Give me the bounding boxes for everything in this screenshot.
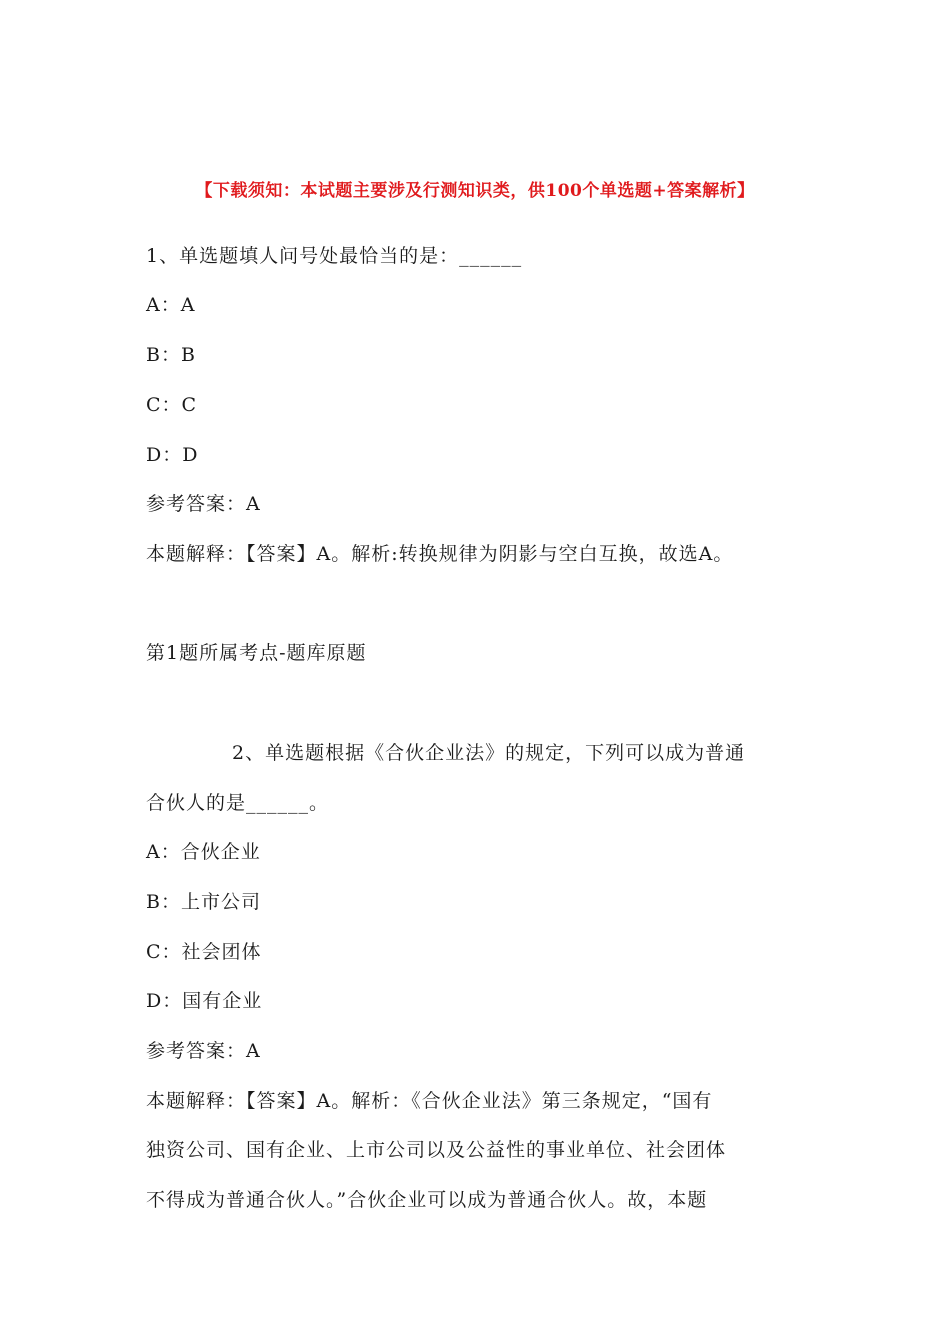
q1-topic-tag: 第1题所属考点-题库原题 <box>146 642 367 664</box>
download-notice: 【下载须知：本试题主要涉及行测知识类，供100个单选题+答案解析】 <box>195 181 755 201</box>
q1-option-d: D：D <box>146 444 199 466</box>
q2-explanation-line-3: 不得成为普通合伙人。”合伙企业可以成为普通合伙人。故，本题 <box>146 1189 708 1211</box>
q2-option-c: C：社会团体 <box>146 941 262 963</box>
q2-explanation-line-2: 独资公司、国有企业、上市公司以及公益性的事业单位、社会团体 <box>146 1139 727 1161</box>
q1-answer: 参考答案：A <box>146 493 261 515</box>
q2-explanation-line-1: 本题解释：【答案】A。解析：《合伙企业法》第三条规定，“国有 <box>146 1090 713 1112</box>
q2-option-d: D：国有企业 <box>146 990 263 1012</box>
q2-stem-line-2: 合伙人的是______。 <box>146 792 330 814</box>
q1-option-c: C：C <box>146 394 198 416</box>
q2-option-b: B：上市公司 <box>146 891 261 913</box>
q2-stem-line-1: 2、单选题根据《合伙企业法》的规定，下列可以成为普通 <box>232 742 746 764</box>
q1-option-b: B：B <box>146 344 196 366</box>
q2-answer: 参考答案：A <box>146 1040 261 1062</box>
q2-option-a: A：合伙企业 <box>146 841 261 863</box>
q1-stem: 1、单选题填人问号处最恰当的是：______ <box>146 245 523 267</box>
q1-explanation: 本题解释：【答案】A。解析:转换规律为阴影与空白互换，故选A。 <box>146 543 734 565</box>
q1-option-a: A：A <box>146 294 196 316</box>
